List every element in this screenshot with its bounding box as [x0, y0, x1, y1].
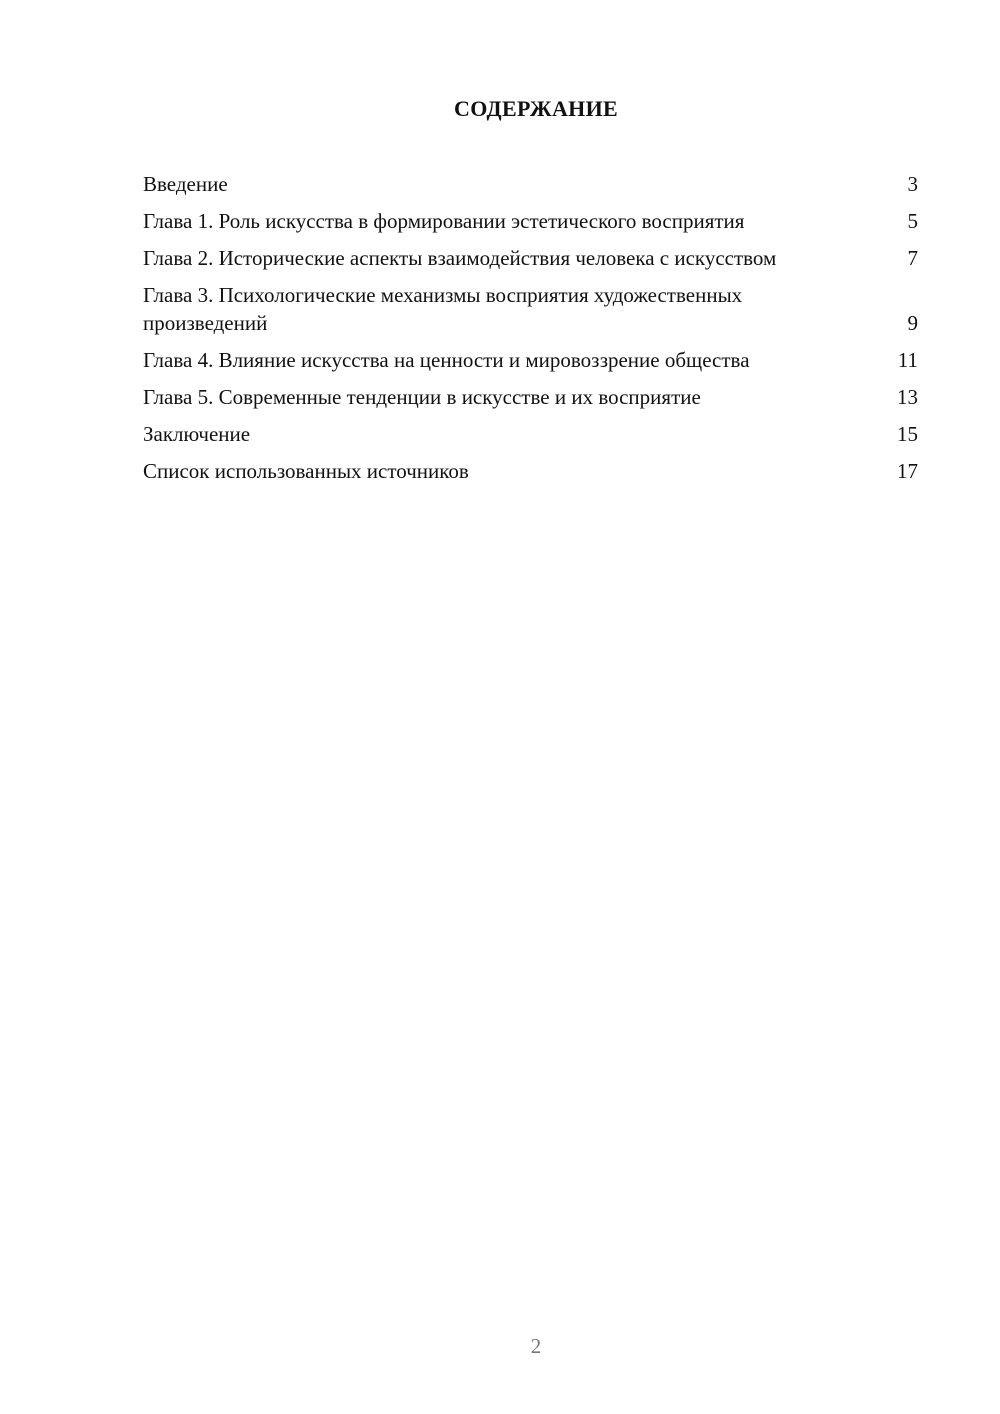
toc-entry-page: 13 — [897, 385, 918, 409]
toc-entry-page: 17 — [897, 459, 918, 483]
toc-entry-references — [143, 457, 918, 485]
toc-entry-page: 7 — [907, 246, 918, 270]
toc-entry-title: Глава 4. Влияние искусства на ценности и мировоззрение общества — [143, 348, 750, 372]
toc-entry-chapter-1 — [143, 207, 918, 235]
toc-entry-page: 11 — [897, 348, 918, 372]
toc-entry-page: 5 — [907, 209, 918, 233]
toc-entry-title: Заключение — [143, 422, 251, 446]
table-of-contents — [143, 170, 918, 494]
toc-entry-title: Введение — [143, 172, 228, 196]
toc-entry-title: Глава 2. Исторические аспекты взаимодействия человека с искусством — [143, 246, 777, 270]
toc-entry-page: 9 — [907, 311, 918, 335]
toc-entry-title: Глава 5. Современные тенденции в искусстве и их восприятие — [143, 385, 701, 409]
toc-entry-title: Глава 3. Психологические механизмы восприятия художественных произведений — [143, 283, 743, 335]
toc-entry-page: 3 — [907, 172, 918, 196]
toc-entry-conclusion — [143, 420, 918, 448]
toc-entry-chapter-3 — [143, 281, 918, 337]
toc-entry-page: 15 — [897, 422, 918, 446]
toc-entry-chapter-5 — [143, 383, 918, 411]
page-title: СОДЕРЖАНИЕ — [454, 96, 618, 121]
toc-entry-title: Глава 1. Роль искусства в формировании эстетического восприятия — [143, 209, 745, 233]
toc-entry-introduction — [143, 170, 918, 198]
toc-entry-chapter-4 — [143, 346, 918, 374]
toc-entry-title: Список использованных источников — [143, 459, 469, 483]
toc-entry-chapter-2 — [143, 244, 918, 272]
page-number: 2 — [530, 1334, 542, 1358]
